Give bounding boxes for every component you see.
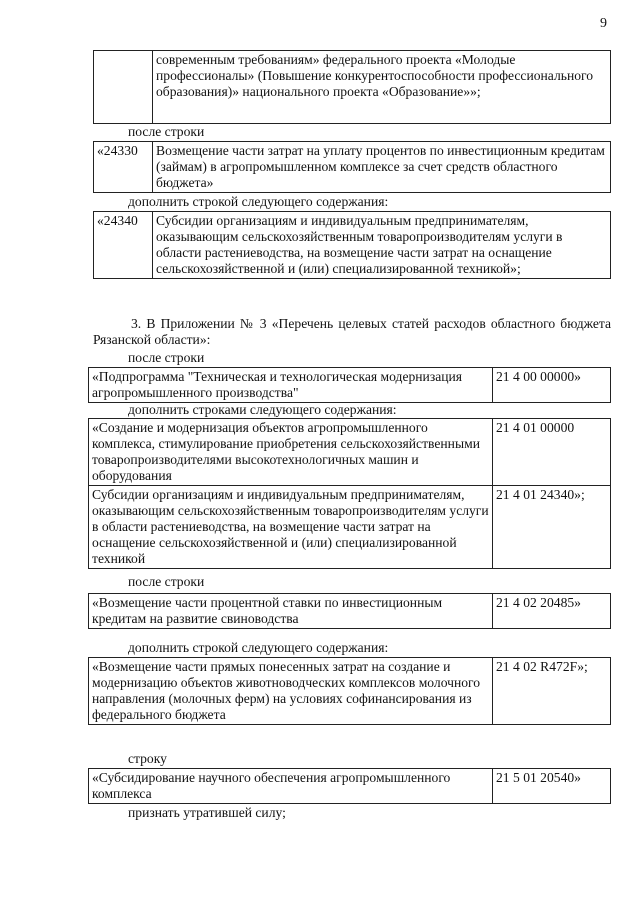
row-24340-table	[93, 211, 611, 279]
science-text: «Субсидирование научного обеспечения агропромышленного комплекса	[89, 769, 493, 804]
add-row-label-b2: дополнить строкой следующего содержания:	[128, 640, 389, 655]
new-row-2-text: Субсидии организациям и индивидуальным предпринимателям, оказывающим сельскохозяйственным товаропроизводителям услуги в области растениеводства, на возмещение части затрат на оснащение сельскохозяйственной и (или) специализированной техникой	[89, 486, 493, 569]
row-24330-text: Возмещение части затрат на уплату процентов по инвестиционным кредитам (займам) в агропромышленном комплексе за счет средств областного бюджета»	[153, 142, 611, 193]
void-label: признать утратившей силу;	[128, 805, 286, 820]
add-rows-label-b: дополнить строками следующего содержания:	[128, 402, 397, 417]
table-row	[89, 419, 611, 486]
subprogram-table	[88, 367, 611, 403]
new-row-2-code: 21 4 01 24340»;	[493, 486, 611, 569]
new-rows-table	[88, 418, 611, 569]
dairy-text: «Возмещение части прямых понесенных затрат на создание и модернизацию объектов животноводческих комплексов молочного направления (молочных ферм) на условиях софинансирования из федерального бюджета	[89, 658, 493, 725]
page-number: 9	[600, 16, 607, 31]
row-24340-code: «24340	[94, 212, 153, 279]
science-table	[88, 768, 611, 804]
dairy-code: 21 4 02 R472F»;	[493, 658, 611, 725]
swine-table	[88, 593, 611, 629]
row-24340-text: Субсидии организациям и индивидуальным предпринимателям, оказывающим сельскохозяйственным товаропроизводителям услуги в области растениеводства, на возмещение части затрат на оснащение сельскохозяйственной и (или) специализированной техникой»;	[153, 212, 611, 279]
row-word-label: строку	[128, 751, 167, 766]
new-row-1-text: «Создание и модернизация объектов агропромышленного комплекса, стимулирование приобретения сельскохозяйственными товаропроизводителями высокотехнологичных машин и оборудования	[89, 419, 493, 486]
table-row	[89, 486, 611, 569]
swine-text: «Возмещение части процентной ставки по инвестиционным кредитам на развитие свиноводства	[89, 594, 493, 629]
after-row-label-a: после строки	[128, 124, 205, 139]
row-24330-table	[93, 141, 611, 193]
subprogram-code: 21 4 00 00000»	[493, 368, 611, 403]
dairy-table	[88, 657, 611, 725]
prev-table-text-cell	[153, 51, 611, 124]
prev-table-code-cell	[94, 51, 153, 124]
subprogram-text: «Подпрограмма "Техническая и технологическая модернизация агропромышленного производства"	[89, 368, 493, 403]
add-row-label-a: дополнить строкой следующего содержания:	[128, 194, 389, 209]
science-code: 21 5 01 20540»	[493, 769, 611, 804]
prev-table-text: современным требованиям» федерального проекта «Молодые профессионалы» (Повышение конкурентоспособности профессионального образования)» национального проекта «Образование»»;	[156, 52, 594, 99]
after-row-label-b2: после строки	[128, 574, 205, 589]
prev-table	[93, 50, 611, 124]
row-24330-code: «24330	[94, 142, 153, 193]
new-row-1-code: 21 4 01 00000	[493, 419, 611, 486]
after-row-label-b1: после строки	[128, 350, 205, 365]
swine-code: 21 4 02 20485»	[493, 594, 611, 629]
section-3-paragraph: 3. В Приложении № 3 «Перечень целевых статей расходов областного бюджета Рязанской области»:	[93, 316, 611, 347]
